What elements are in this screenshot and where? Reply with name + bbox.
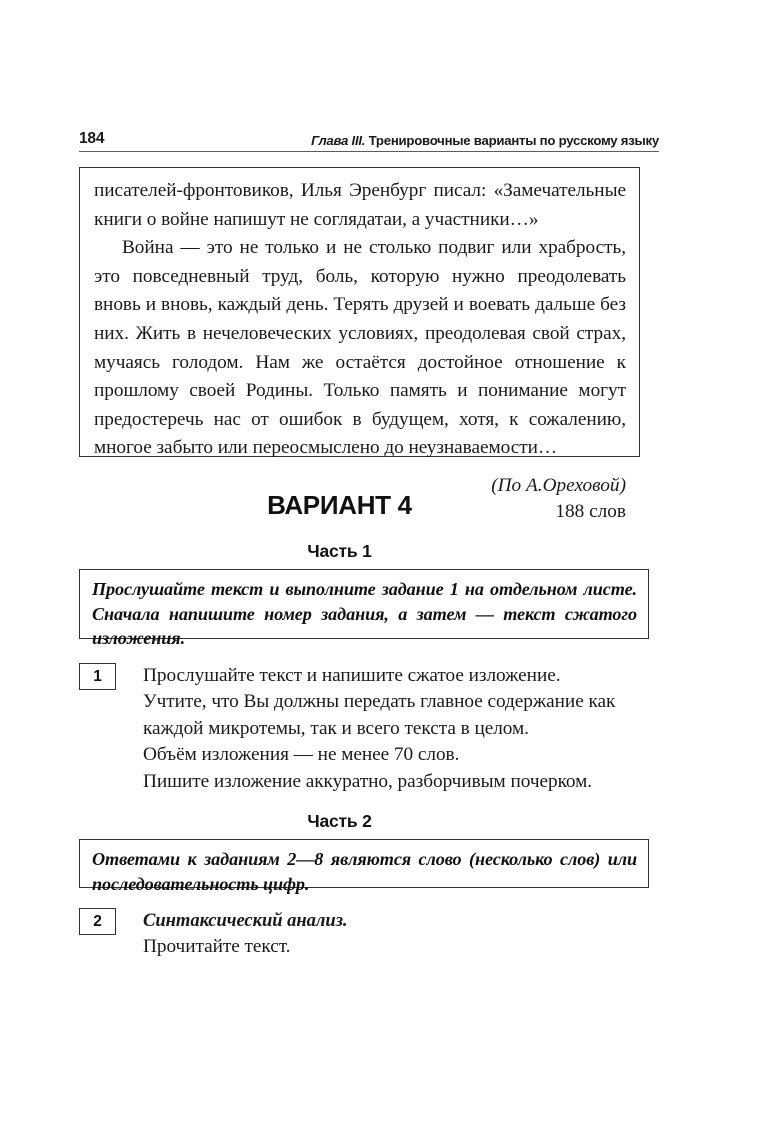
part-1-instruction-box: [79, 569, 649, 648]
excerpt-paragraph-2: Война — это не только и не столько подвиг или храбрость, это повседневный труд, боль, которую нужно преодолевать вновь и вновь, каждый день. Терять друзей и воевать дальше без них. Жить в нечеловеческих условиях, преодолевая свой страх, мучаясь голодом. Нам же остаётся достойное отношение к прошлому своей Родины. Только память и понимание могут предостеречь нас от ошибок в будущем, хотя, к сожалению, многое забыто или переосмыслено до неузнаваемости…: [94, 237, 626, 459]
task-1-line-4: Пишите изложение аккуратно, разборчивым почерком.: [143, 770, 593, 792]
task-1: [79, 663, 659, 795]
task-1-line-2: Учтите, что Вы должны передать главное содержание как каждой микротемы, так и всего текста в целом.: [143, 691, 616, 739]
part-2-title: Часть 2: [307, 811, 372, 831]
part-2-instruction-box: [79, 839, 649, 894]
task-2-heading: Синтаксический анализ.: [143, 910, 348, 931]
excerpt-paragraph-1: писателей-фронтовиков, Илья Эренбург писал: «Замечательные книги о войне напишут не соглядатаи, а участники…»: [94, 180, 626, 230]
task-1-number: 1: [79, 663, 116, 690]
task-2-line-1: Прочитайте текст.: [143, 936, 291, 958]
part-2-instruction-text: Ответами к заданиям 2—8 являются слово (несколько слов) или последовательность цифр.: [92, 849, 637, 894]
chapter-title-text: Тренировочные варианты по русскому языку: [365, 133, 659, 148]
task-1-line-3: Объём изложения — не менее 70 слов.: [143, 744, 460, 766]
excerpt-word-count: 188 слов: [555, 500, 626, 522]
chapter-title: [311, 133, 659, 148]
running-head: [79, 122, 659, 152]
task-1-line-1: Прослушайте текст и напишите сжатое изложение.: [143, 665, 561, 686]
excerpt-attribution: (По А.Ореховой): [491, 474, 626, 496]
part-1-title: Часть 1: [307, 541, 372, 561]
task-2-body: [143, 908, 659, 961]
variant-title: ВАРИАНТ 4: [267, 490, 412, 520]
part-1-instruction-text: Прослушайте текст и выполните задание 1 на отдельном листе. Сначала напишите номер задания, а затем — текст сжатого изложения.: [92, 579, 637, 648]
page-number: 184: [79, 130, 105, 147]
task-2-number: 2: [79, 908, 116, 935]
chapter-label: Глава III.: [311, 133, 366, 148]
task-2: [79, 908, 659, 961]
task-1-body: [143, 663, 659, 795]
